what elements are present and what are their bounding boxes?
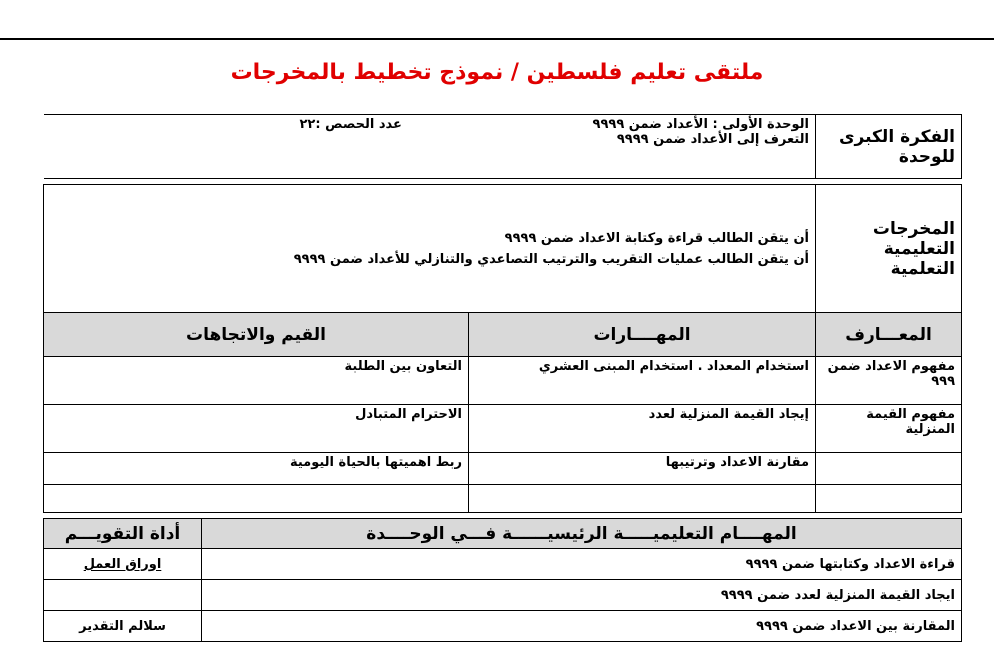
matrix-row (44, 405, 962, 453)
unit-name: الوحدة الأولى : الأعداد ضمن ٩٩٩٩ (592, 117, 810, 132)
matrix-header (44, 313, 962, 357)
knowledge-cell: مفهوم الاعداد ضمن ٩٩٩ (816, 357, 962, 405)
knowledge-cell (816, 485, 962, 513)
unit-row (44, 115, 962, 179)
skills-header: المهــــارات (469, 313, 816, 357)
task-row (44, 611, 962, 642)
knowledge-header: المعـــارف (816, 313, 962, 357)
tool-label: اوراق العمل (83, 556, 162, 572)
task-row (44, 580, 962, 611)
matrix-row (44, 357, 962, 405)
tool-header-cell: أداة التقويـــم (44, 519, 202, 549)
outcomes-label: المخرجات التعليمية التعلمية (816, 185, 962, 313)
planning-table (43, 114, 962, 642)
unit-info (44, 115, 816, 179)
planning-document (43, 114, 961, 642)
top-rule (0, 38, 994, 40)
tool-cell: سلالم التقدير (44, 611, 202, 642)
skills-cell (469, 485, 816, 513)
values-header: القيم والاتجاهات (44, 313, 469, 357)
knowledge-cell (816, 453, 962, 485)
tool-cell (44, 580, 202, 611)
task-cell: ايجاد القيمة المنزلية لعدد ضمن ٩٩٩٩ (202, 580, 962, 611)
outcome-item: أن يتقن الطالب قراءة وكتابة الاعداد ضمن ٩٩٩٩ (504, 230, 810, 246)
values-cell: ربط اهميتها بالحياة اليومية (44, 453, 469, 485)
matrix-row (44, 485, 962, 513)
knowledge-cell: مفهوم القيمة المنزلية (816, 405, 962, 453)
skills-cell: مقارنة الاعداد وترتيبها (469, 453, 816, 485)
lesson-count: عدد الحصص :٢٢ (299, 117, 402, 132)
task-cell: المقارنة بين الاعداد ضمن ٩٩٩٩ (202, 611, 962, 642)
values-cell: التعاون بين الطلبة (44, 357, 469, 405)
values-cell: الاحترام المتبادل (44, 405, 469, 453)
skills-cell: إيجاد القيمة المنزلية لعدد (469, 405, 816, 453)
outcomes-list (44, 185, 816, 313)
task-row (44, 549, 962, 580)
outcomes-row (44, 185, 962, 313)
outcome-item: أن يتقن الطالب عمليات التقريب والترتيب التصاعدي والتنازلي للأعداد ضمن ٩٩٩٩ (293, 251, 810, 267)
matrix-row (44, 453, 962, 485)
tasks-header (44, 519, 962, 549)
task-cell: قراءة الاعداد وكتابتها ضمن ٩٩٩٩ (202, 549, 962, 580)
tasks-header-cell: المهــــام التعليميـــــة الرئيسيــــــة فـــي الوحــــدة (202, 519, 962, 549)
page-title: ملتقى تعليم فلسطين / نموذج تخطيط بالمخرجات (230, 60, 764, 85)
tool-cell (44, 549, 202, 580)
values-cell (44, 485, 469, 513)
skills-cell: استخدام المعداد . استخدام المبنى العشري (469, 357, 816, 405)
unit-idea: التعرف إلى الأعداد ضمن ٩٩٩٩ (616, 132, 810, 147)
big-idea-label: الفكرة الكبرى للوحدة (816, 115, 962, 179)
